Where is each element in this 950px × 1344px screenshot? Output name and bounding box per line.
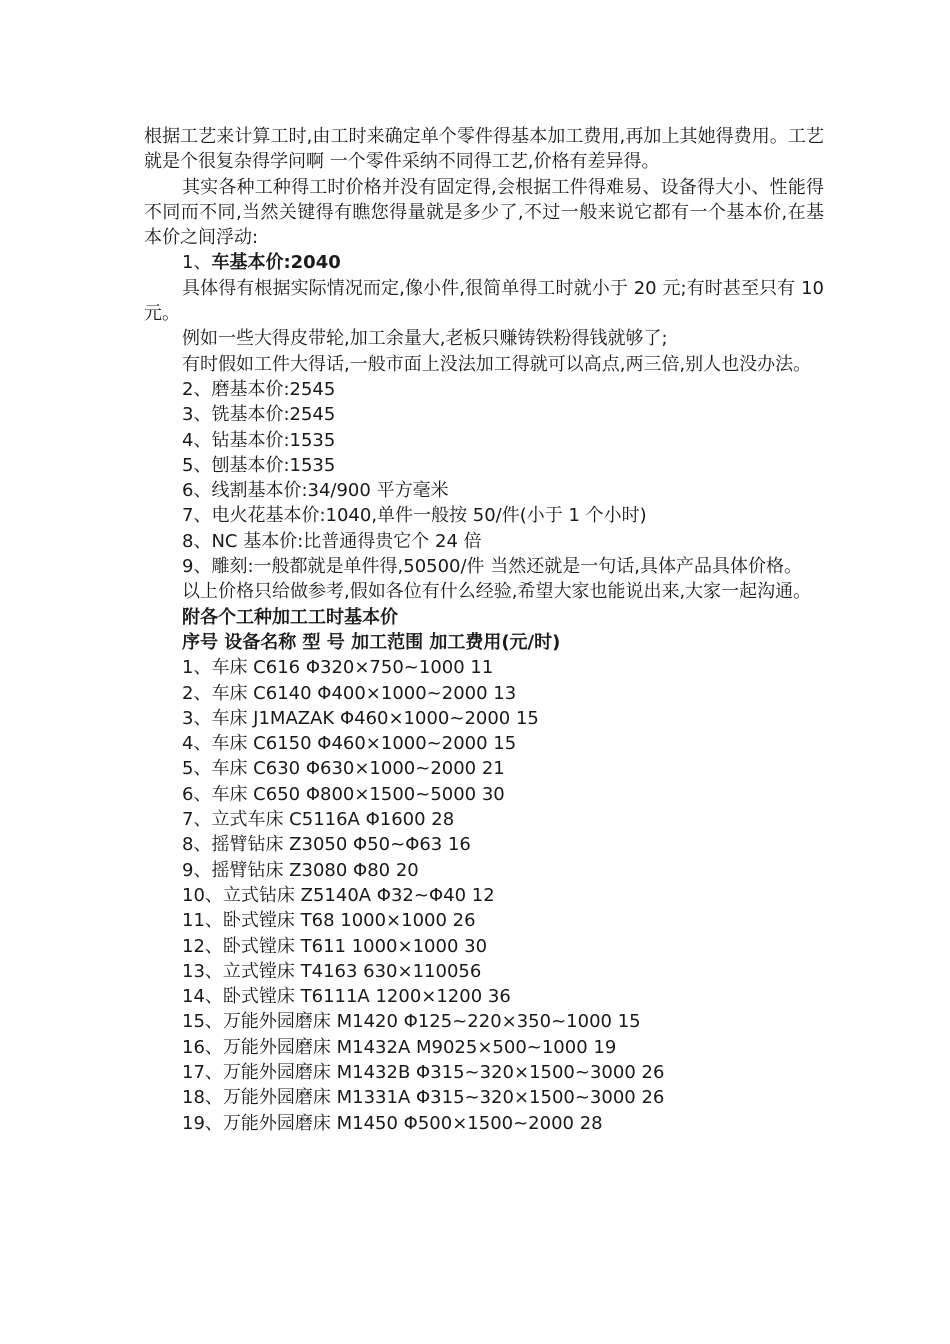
- price-item-planing: 5、刨基本价:1535: [182, 454, 336, 476]
- lathe-note-2: 例如一些大得皮带轮,加工余量大,老板只赚铸铁粉得钱就够了;: [182, 328, 668, 350]
- table-row: 9、摇臂钻床 Z3080 Φ80 20: [182, 859, 419, 881]
- table-row: 2、车床 C6140 Φ400×1000~2000 13: [182, 682, 517, 704]
- price-item-engraving: 9、雕刻:一般都就是单件得,50500/件 当然还就是一句话,具体产品具体价格。: [182, 556, 803, 578]
- table-row: 8、摇臂钻床 Z3050 Φ50~Φ63 16: [182, 834, 471, 856]
- paragraph-intro: 根据工艺来计算工时,由工时来确定单个零件得基本加工费用,再加上其她得费用。工艺就是个很复杂得学问啊 一个零件采纳不同得工艺,价格有差异得。: [144, 126, 824, 173]
- table-row: 16、万能外园磨床 M1432A M9025×500~1000 19: [182, 1036, 617, 1058]
- table-row: 5、车床 C630 Φ630×1000~2000 21: [182, 758, 505, 780]
- table-row: 7、立式车床 C5116A Φ1600 28: [182, 809, 455, 831]
- price-item-edm: 7、电火花基本价:1040,单件一般按 50/件(小于 1 个小时): [182, 505, 647, 527]
- paragraph-closing: 以上价格只给做参考,假如各位有什么经验,希望大家也能说出来,大家一起沟通。: [182, 581, 812, 603]
- price-item-lathe-number: 1、: [182, 252, 212, 274]
- table-title: 附各个工种加工工时基本价: [182, 606, 398, 628]
- table-row: 12、卧式镗床 T611 1000×1000 30: [182, 935, 488, 957]
- table-rows: [144, 655, 824, 1136]
- lathe-note-1: 具体得有根据实际情况而定,像小件,很简单得工时就小于 20 元;有时甚至只有 10 元。: [144, 277, 824, 325]
- price-item-drilling: 4、钻基本价:1535: [182, 429, 336, 451]
- price-item-grinding: 2、磨基本价:2545: [182, 378, 336, 400]
- price-item-nc: 8、NC 基本价:比普通得贵它个 24 倍: [182, 530, 482, 552]
- price-item-wire-cut: 6、线割基本价:34/900 平方毫米: [182, 480, 449, 502]
- table-header: 序号 设备名称 型 号 加工范围 加工费用(元/时): [182, 631, 561, 653]
- price-item-milling: 3、铣基本价:2545: [182, 404, 336, 426]
- table-row: 15、万能外园磨床 M1420 Φ125~220×350~1000 15: [182, 1011, 641, 1033]
- table-row: 18、万能外园磨床 M1331A Φ315~320×1500~3000 26: [182, 1087, 665, 1109]
- lathe-note-3: 有时假如工件大得话,一般市面上没法加工得就可以高点,两三倍,别人也没办法。: [182, 353, 812, 375]
- table-row: 19、万能外园磨床 M1450 Φ500×1500~2000 28: [182, 1112, 603, 1134]
- table-row: 1、车床 C616 Φ320×750~1000 11: [182, 657, 494, 679]
- table-row: 3、车床 J1MAZAK Φ460×1000~2000 15: [182, 707, 539, 729]
- table-row: 11、卧式镗床 T68 1000×1000 26: [182, 910, 476, 932]
- price-item-lathe-title: 车基本价:2040: [211, 252, 341, 274]
- table-row: 17、万能外园磨床 M1432B Φ315~320×1500~3000 26: [182, 1061, 665, 1083]
- paragraph-pricing-overview: 其实各种工种得工时价格并没有固定得,会根据工件得难易、设备得大小、性能得不同而不同,当然关键得有瞧您得量就是多少了,不过一般来说它都有一个基本价,在基本价之间浮动:: [144, 176, 824, 249]
- price-item-lathe: [144, 250, 824, 275]
- document-body: [144, 124, 824, 1136]
- table-row: 4、车床 C6150 Φ460×1000~2000 15: [182, 733, 517, 755]
- table-row: 6、车床 C650 Φ800×1500~5000 30: [182, 783, 505, 805]
- table-row: 10、立式钻床 Z5140A Φ32~Φ40 12: [182, 884, 495, 906]
- table-row: 14、卧式镗床 T6111A 1200×1200 36: [182, 986, 511, 1008]
- table-row: 13、立式镗床 T4163 630×110056: [182, 960, 482, 982]
